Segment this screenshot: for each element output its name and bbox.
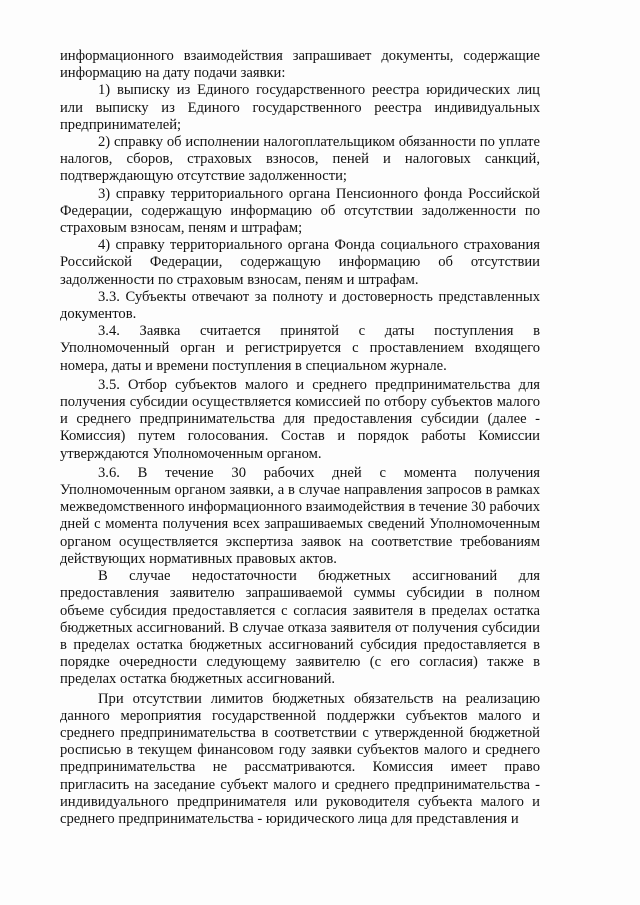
clause-3-4: 3.4. Заявка считается принятой с даты поступления в Уполномоченный орган и регистрируется с проставлением входящего номера, даты и времени поступления в специальном журнале. — [60, 323, 540, 374]
clause-3-5: 3.5. Отбор субъектов малого и среднего предпринимательства для получения субсидии осуществляется комиссией по отбору субъектов малого и среднего предпринимательства для предоставления субсидии (далее - Комиссия) путем голосования. Состав и порядок работы Комиссии утверждаются Уполномоченным органом. — [60, 376, 540, 462]
list-item-3: 3) справку территориального органа Пенсионного фонда Российской Федерации, содержащую информацию об отсутствии задолженности по страховым взносам, пеням и штрафам; — [60, 185, 540, 237]
list-item-2: 2) справку об исполнении налогоплательщиком обязанности по уплате налогов, сборов, страховых взносов, пеней и налоговых санкций, подтверждающую отсутствие задолженности; — [60, 134, 540, 185]
paragraph-intro: информационного взаимодействия запрашивает документы, содержащие информацию на дату подачи заявки: — [60, 48, 540, 82]
paragraph-insufficient-allocations: В случае недостаточности бюджетных ассигнований для предоставления заявителю запрашиваемой суммы субсидии в полном объеме субсидия предоставляется с согласия заявителя в пределах остатка бюджетных ассигнований. В случае отказа заявителя от получения субсидии в пределах остатка бюджетных ассигнований субсидия предоставляется в порядке очередности следующему заявителю (с его согласия) также в пределах остатка бюджетных ассигнований. — [60, 568, 540, 688]
document-body — [60, 48, 540, 828]
list-item-1: 1) выписку из Единого государственного реестра юридических лиц или выписку из Единого государственного реестра индивидуальных предпринимателей; — [60, 82, 540, 133]
list-item-4: 4) справку территориального органа Фонда социального страхования Российской Федерации, содержащую информацию об отсутствии задолженности по страховым взносам, пеням и штрафам. — [60, 237, 540, 288]
clause-3-3: 3.3. Субъекты отвечают за полноту и достоверность представленных документов. — [60, 288, 540, 323]
clause-3-6: 3.6. В течение 30 рабочих дней с момента получения Уполномоченным органом заявки, а в случае направления запросов в рамках межведомственного информационного взаимодействия в течение 30 рабочих дней с момента получения всех запрашиваемых сведений Уполномоченным органом осуществляется экспертиза заявок на соответствие требованиям действующих нормативных правовых актов. — [60, 464, 540, 567]
paragraph-no-limits: При отсутствии лимитов бюджетных обязательств на реализацию данного мероприятия государственной поддержки субъектов малого и среднего предпринимательства в соответствии с утвержденной бюджетной росписью в текущем финансовом году заявки субъектов малого и среднего предпринимательства не рассматриваются. Комиссия имеет право пригласить на заседание субъект малого и среднего предпринимательства - индивидуального предпринимателя или руководителя субъекта малого и среднего предпринимательства - юридического лица для представления и — [60, 690, 540, 827]
